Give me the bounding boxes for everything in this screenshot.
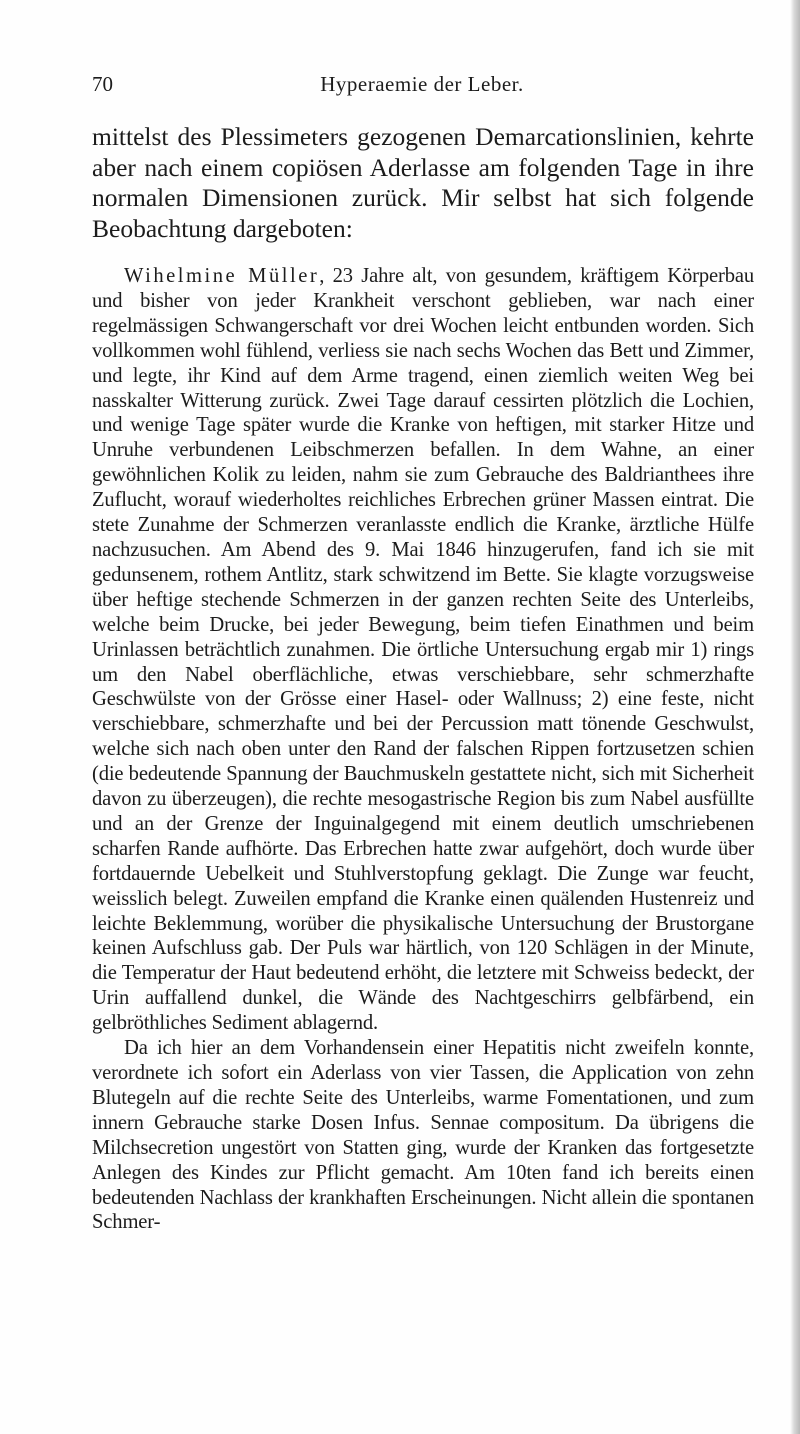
page-number: 70 [92, 72, 113, 96]
lead-paragraph: mittelst des Plessimeters gezogenen Demarcationslinien, kehrte aber nach einem copiösen Aderlasse am folgenden Tage in ihre normalen Dimensionen zurück. Mir selbst hat sich folgende Beobachtung dargeboten: [92, 122, 754, 244]
case-paragraph-1-text: , 23 Jahre alt, von gesundem, kräftigem Körperbau und bisher von jeder Krankheit verschont geblieben, war nach einer regelmässigen Schwangerschaft vor drei Wochen leicht entbunden worden. Sich vollkommen wohl fühlend, verliess sie nach sechs Wochen das Bett und Zimmer, und legte, ihr Kind auf dem Arme tragend, einen ziemlich weiten Weg bei nasskalter Witterung zurück. Zwei Tage darauf cessirten plötzlich die Lochien, und wenige Tage später wurde die Kranke von heftigen, mit starker Hitze und Unruhe verbundenen Leibschmerzen befallen. In dem Wahne, an einer gewöhnlichen Kolik zu leiden, nahm sie zum Gebrauche des Baldrianthees ihre Zuflucht, worauf wiederholtes reichliches Erbrechen grüner Massen eintrat. Die stete Zunahme der Schmerzen veranlasste endlich die Kranke, ärztliche Hülfe nachzusuchen. Am Abend des 9. Mai 1846 hinzugerufen, fand ich sie mit gedunsenem, rothem Antlitz, stark schwitzend im Bette. Sie klagte vorzugsweise über heftige stechende Schmerzen in der ganzen rechten Seite des Unterleibs, welche beim Drucke, bei jeder Bewegung, beim tiefen Einathmen und beim Urinlassen beträchtlich zunahmen. Die örtliche Untersuchung ergab mir 1) rings um den Nabel oberflächliche, etwas verschiebbare, sehr schmerzhafte Geschwülste von der Grösse einer Hasel- oder Wallnuss; 2) eine feste, nicht verschiebbare, schmerzhafte und bei der Percussion matt tönende Geschwulst, welche sich nach oben unter den Rand der falschen Rippen fortzusetzen schien (die bedeutende Spannung der Bauchmuskeln gestattete nicht, sich mit Sicherheit davon zu überzeugen), die rechte mesogastrische Region bis zum Nabel ausfüllte und an der Grenze der Inguinalgegend mit einem deutlich umschriebenen scharfen Rande aufhörte. Das Erbrechen hatte zwar aufgehört, doch wurde über fortdauernde Uebelkeit und Stuhlverstopfung geklagt. Die Zunge war feucht, weisslich belegt. Zuweilen empfand die Kranke einen quälenden Hustenreiz und leichte Beklemmung, worüber die physikalische Untersuchung der Brustorgane keinen Aufschluss gab. Der Puls war härtlich, von 120 Schlägen in der Minute, die Temperatur der Haut bedeutend erhöht, die letztere mit Schweiss bedeckt, der Urin auffallend dunkel, die Wände des Nachtgeschirrs gelbfärbend, ein gelbröthliches Sediment ablagernd. [92, 265, 754, 1035]
case-paragraph-2: Da ich hier an dem Vorhandensein einer Hepatitis nicht zweifeln konnte, verordnete ich sofort ein Aderlass von vier Tassen, die Application von zehn Blutegeln auf die rechte Seite des Unterleibs, warme Fomentationen, und zum innern Gebrauche starke Dosen Infus. Sennae compositum. Da übrigens die Milchsecretion ungestört von Statten ging, wurde der Kranken das fortgesetzte Anlegen des Kindes zur Pflicht gemacht. Am 10ten fand ich bereits einen bedeutenden Nachlass der krankhaften Erscheinungen. Nicht allein die spontanen Schmer- [92, 1037, 754, 1234]
case-report [92, 264, 754, 1235]
lead-paragraph-block [92, 122, 754, 245]
running-title: Hyperaemie der Leber. [320, 72, 524, 96]
case-paragraph-1 [92, 264, 754, 1036]
page-edge-shadow [790, 0, 800, 1434]
page-header [92, 72, 752, 108]
patient-name: Wihelmine Müller [124, 265, 320, 287]
